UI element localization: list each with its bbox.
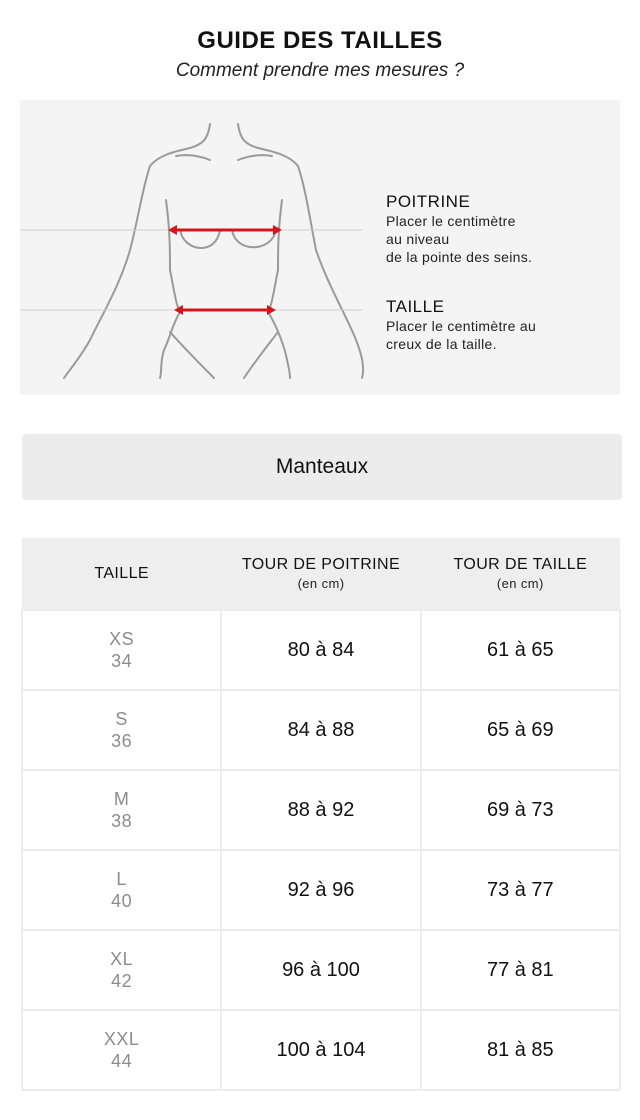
size-number: 36 xyxy=(111,731,133,751)
waist-measurement-info xyxy=(386,297,616,353)
size-table xyxy=(21,538,621,1091)
chest-value: 84 à 88 xyxy=(221,690,420,770)
size-cell xyxy=(22,690,221,770)
size-label: XXL xyxy=(103,1029,140,1049)
category-tab-manteaux[interactable] xyxy=(22,434,622,500)
waist-value: 61 à 65 xyxy=(421,610,620,690)
size-number: 44 xyxy=(111,1051,133,1071)
size-label: XS xyxy=(109,629,135,649)
size-cell xyxy=(22,770,221,850)
chest-value: 80 à 84 xyxy=(221,610,420,690)
size-cell xyxy=(22,1010,221,1090)
size-label: M xyxy=(113,789,130,809)
waist-value: 69 à 73 xyxy=(421,770,620,850)
header-taille: TAILLE xyxy=(22,538,221,610)
page-subtitle: Comment prendre mes mesures ? xyxy=(175,60,465,81)
table-row xyxy=(22,930,620,1010)
size-number: 38 xyxy=(111,811,133,831)
waist-measurement-line: Placer le centimètre au xyxy=(386,318,537,334)
chest-measurement-line: au niveau xyxy=(386,231,450,247)
size-label: L xyxy=(116,869,127,889)
measurement-diagram xyxy=(20,100,620,395)
table-row xyxy=(22,850,620,930)
chest-value: 92 à 96 xyxy=(221,850,420,930)
size-cell xyxy=(22,930,221,1010)
header-tour-de-taille: TOUR DE TAILLE (en cm) xyxy=(421,538,620,610)
waist-measurement-title: TAILLE xyxy=(386,297,445,316)
page-title: GUIDE DES TAILLES xyxy=(197,27,443,54)
size-label: XL xyxy=(110,949,134,969)
waist-value: 73 à 77 xyxy=(421,850,620,930)
size-number: 42 xyxy=(111,971,133,991)
chest-measurement-line: Placer le centimètre xyxy=(386,213,516,229)
waist-value: 81 à 85 xyxy=(421,1010,620,1090)
waist-arrow-icon xyxy=(174,305,276,315)
header-unit: (en cm) xyxy=(496,575,544,591)
table-row xyxy=(22,1010,620,1090)
table-row xyxy=(22,610,620,690)
waist-value: 65 à 69 xyxy=(421,690,620,770)
chest-value: 88 à 92 xyxy=(221,770,420,850)
table-row xyxy=(22,770,620,850)
table-header-row xyxy=(22,538,620,610)
size-cell xyxy=(22,610,221,690)
table-row xyxy=(22,690,620,770)
category-label: Manteaux xyxy=(275,455,369,478)
chest-value: 96 à 100 xyxy=(221,930,420,1010)
size-number: 40 xyxy=(111,891,133,911)
size-cell xyxy=(22,850,221,930)
header-tour-de-poitrine: TOUR DE POITRINE (en cm) xyxy=(221,538,420,610)
waist-measurement-line: creux de la taille. xyxy=(386,336,497,352)
header-unit: (en cm) xyxy=(297,575,345,591)
size-number: 34 xyxy=(111,651,133,671)
chest-value: 100 à 104 xyxy=(221,1010,420,1090)
waist-value: 77 à 81 xyxy=(421,930,620,1010)
chest-measurement-line: de la pointe des seins. xyxy=(386,249,533,265)
size-label: S xyxy=(115,709,128,729)
chest-measurement-info xyxy=(386,192,616,266)
page-header xyxy=(0,26,640,84)
chest-measurement-title: POITRINE xyxy=(386,192,471,211)
chest-arrow-icon xyxy=(168,225,282,235)
